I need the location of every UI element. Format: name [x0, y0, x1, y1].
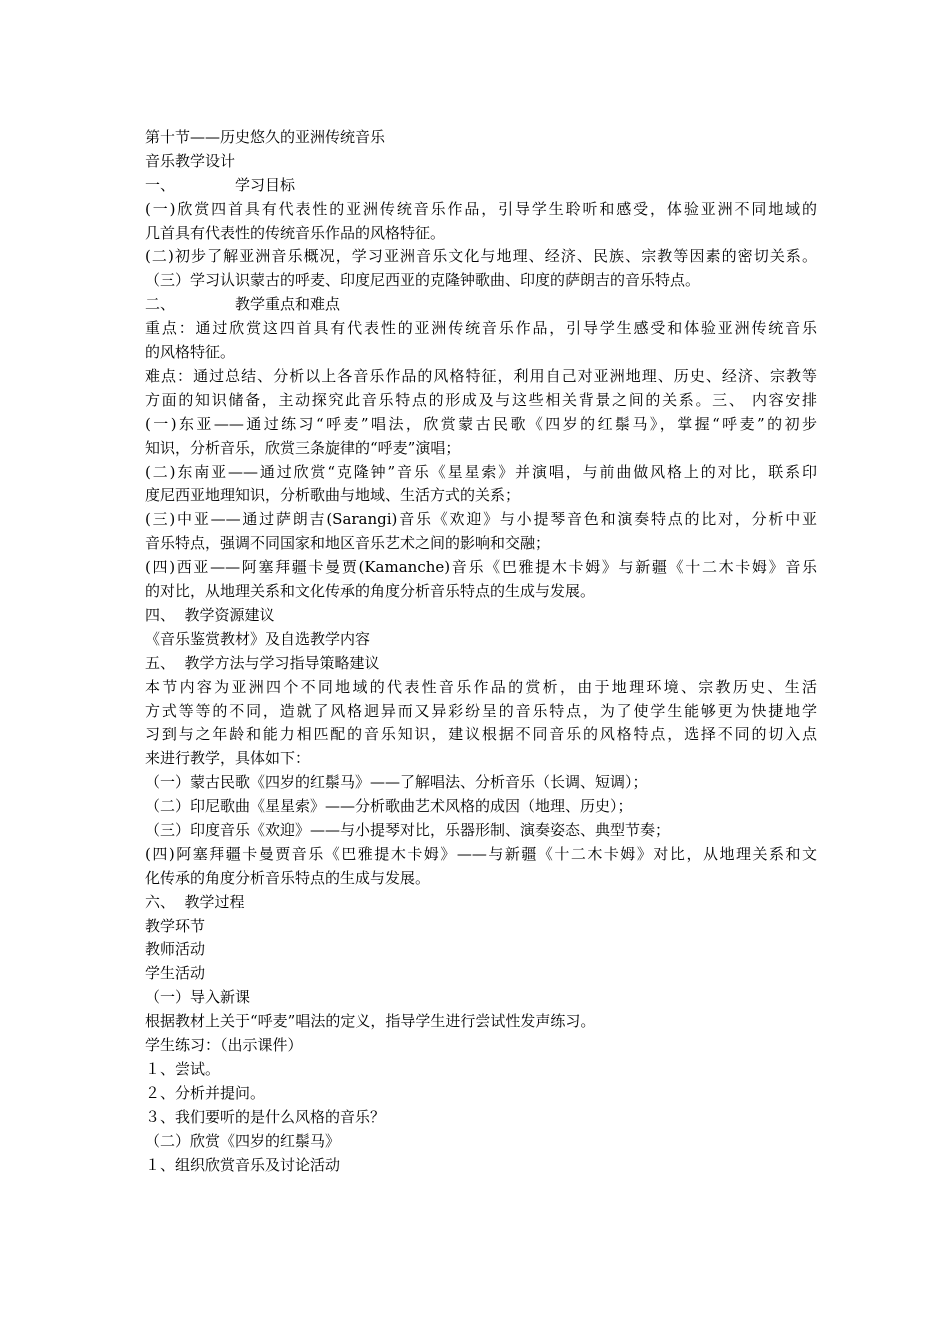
text-line: １、组织欣赏音乐及讨论活动: [145, 1155, 341, 1174]
text-line: 音乐特点，强调不同国家和地区音乐艺术之间的影响和交融；: [145, 534, 551, 553]
document-subtitle: 音乐教学设计: [145, 151, 236, 170]
text-line: (四)西亚——阿塞拜疆卡曼贾(Kamanche)音乐《巴雅提木卡姆》与新疆《十二木卡姆》音乐: [145, 558, 817, 577]
text-line: (一)欣赏四首具有代表性的亚洲传统音乐作品，引导学生聆听和感受，体验亚洲不同地域的: [145, 199, 817, 218]
text-line: 根据教材上关于“呼麦”唱法的定义，指导学生进行尝试性发声练习。: [145, 1012, 596, 1031]
text-line: (二)东南亚——通过欣赏“克隆钟”音乐《星星索》并演唱，与前曲做风格上的对比，联系印: [145, 462, 817, 481]
text-line: 教师活动: [145, 940, 206, 959]
text-line: 习到与之年龄和能力相匹配的音乐知识，建议根据不同音乐的风格特点，选择不同的切入点: [145, 725, 817, 744]
text-line: （三）印度音乐《欢迎》——与小提琴对比，乐器形制、演奏姿态、典型节奏；: [145, 821, 671, 840]
text-line: １、尝试。: [145, 1059, 221, 1078]
text-line: 《音乐鉴赏教材》及自选教学内容: [145, 629, 371, 648]
text-line: 重点：通过欣赏这四首具有代表性的亚洲传统音乐作品，引导学生感受和体验亚洲传统音乐: [145, 319, 817, 338]
text-line: （二）欣赏《四岁的红鬃马》: [145, 1131, 341, 1150]
heading-5: 五、 教学方法与学习指导策略建议: [145, 653, 380, 672]
text-line: (二)初步了解亚洲音乐概况，学习亚洲音乐文化与地理、经济、民族、宗教等因素的密切关系。: [145, 247, 817, 266]
text-line: （一）导入新课: [145, 988, 251, 1007]
text-line: 方式等等的不同，造就了风格迥异而又异彩纷呈的音乐特点，为了使学生能够更为快捷地学: [145, 701, 817, 720]
heading-2: [145, 293, 817, 317]
text-line: (四)阿塞拜疆卡曼贾音乐《巴雅提木卡姆》——与新疆《十二木卡姆》对比，从地理关系和文: [145, 844, 817, 863]
text-line: （一）蒙古民歌《四岁的红鬃马》——了解唱法、分析音乐（长调、短调）；: [145, 773, 648, 792]
heading-4: 四、 教学资源建议: [145, 605, 275, 624]
text-line: 的风格特征。: [145, 343, 236, 362]
text-line: 度尼西亚地理知识，分析歌曲与地域、生活方式的关系；: [145, 486, 521, 505]
heading-1: [145, 174, 817, 198]
heading-2-text: 教学重点和难点: [235, 295, 341, 314]
heading-2-number: 二、: [145, 295, 176, 314]
text-line: 学生练习：（出示课件）: [145, 1036, 303, 1055]
heading-1-text: 学习目标: [235, 175, 296, 194]
heading-6: 六、 教学过程: [145, 892, 245, 911]
text-line: ３、我们要听的是什么风格的音乐？: [145, 1107, 386, 1126]
text-line: 几首具有代表性的传统音乐作品的风格特征。: [145, 223, 446, 242]
text-line: （三）学习认识蒙古的呼麦、印度尼西亚的克隆钟歌曲、印度的萨朗吉的音乐特点。: [145, 271, 701, 290]
text-line: 化传承的角度分析音乐特点的生成与发展。: [145, 868, 431, 887]
text-line: （二）印尼歌曲《星星索》——分析歌曲艺术风格的成因（地理、历史）；: [145, 797, 633, 816]
text-line: ２、分析并提问。: [145, 1083, 266, 1102]
text-line: 方面的知识储备，主动探究此音乐特点的形成及与这些相关背景之间的关系。三、 内容安排: [145, 390, 817, 409]
document-page: [145, 126, 817, 1177]
section-title: 第十节——历史悠久的亚洲传统音乐: [145, 128, 386, 146]
heading-1-number: 一、: [145, 175, 176, 194]
text-line: (一)东亚——通过练习“呼麦”唱法，欣赏蒙古民歌《四岁的红鬃马》，掌握“呼麦”的初步: [145, 414, 817, 433]
text-line: 教学环节: [145, 916, 206, 935]
text-line: 本节内容为亚洲四个不同地域的代表性音乐作品的赏析，由于地理环境、宗教历史、生活: [145, 677, 817, 696]
text-line: (三)中亚——通过萨朗吉(Sarangi)音乐《欢迎》与小提琴音色和演奏特点的比对，分析中亚: [145, 510, 817, 529]
text-line: 难点：通过总结、分析以上各音乐作品的风格特征，利用自己对亚洲地理、历史、经济、宗教等: [145, 366, 817, 385]
text-line: 来进行教学，具体如下：: [145, 749, 311, 768]
text-line: 的对比，从地理关系和文化传承的角度分析音乐特点的生成与发展。: [145, 582, 596, 601]
text-line: 学生活动: [145, 964, 206, 983]
text-line: 知识，分析音乐，欣赏三条旋律的“呼麦”演唱；: [145, 438, 461, 457]
